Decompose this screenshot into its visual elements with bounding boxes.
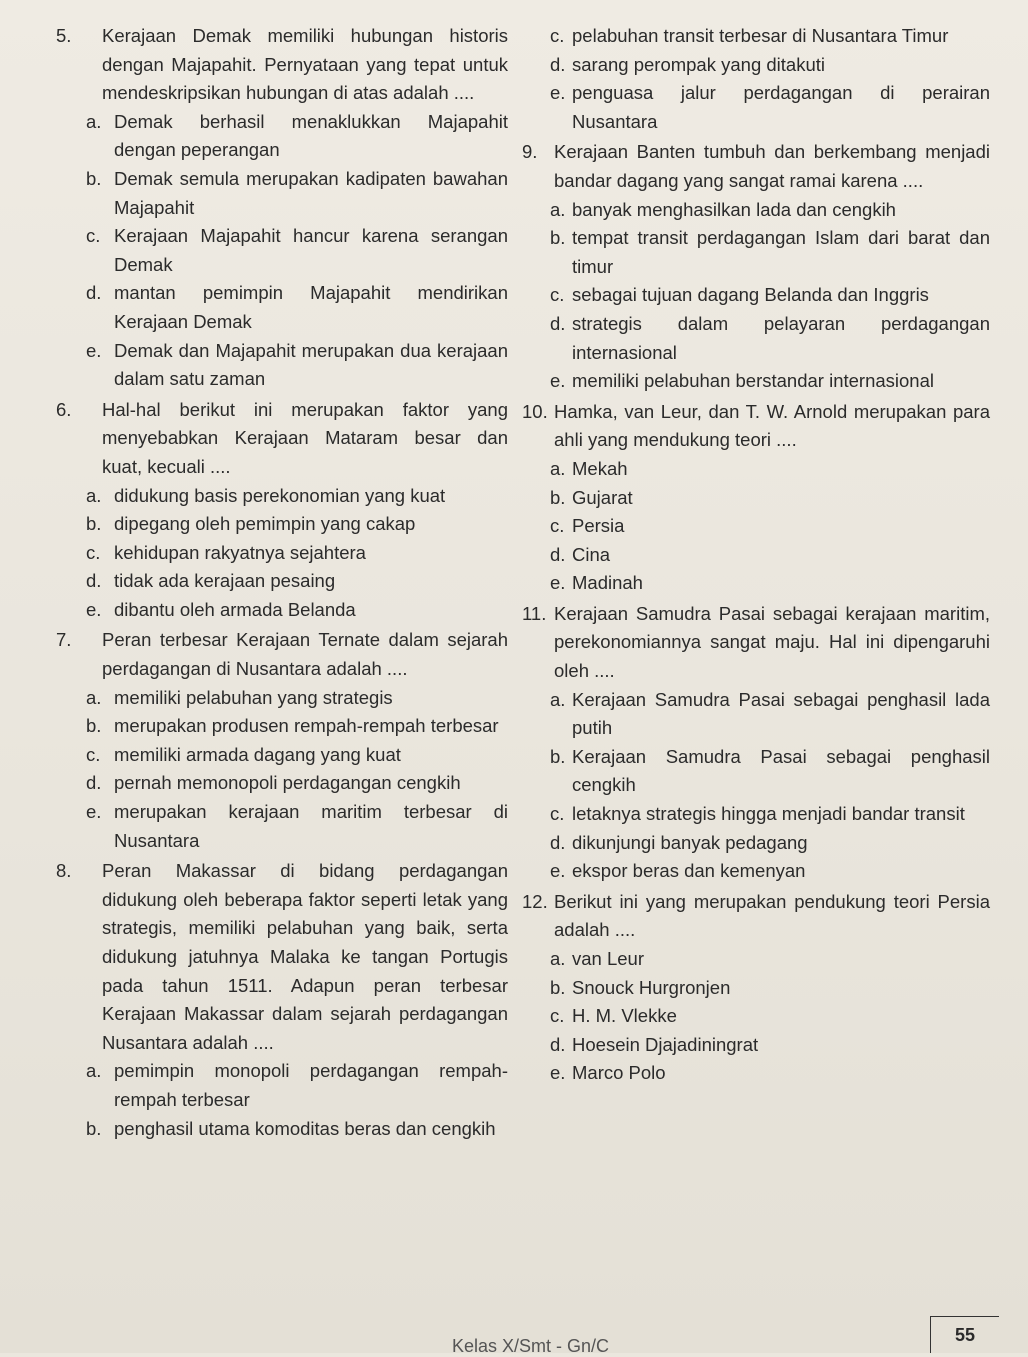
option-label: a. [550,457,566,479]
answer-option [38,108,508,165]
option-label: e. [550,1062,566,1084]
option-text: merupakan produsen rempah-rempah terbesar [114,715,499,737]
question-block [520,888,990,1088]
question-stem [38,22,508,108]
right-column [520,22,990,1088]
answer-option [520,974,990,1003]
option-label: b. [550,227,566,249]
answer-option [38,539,508,568]
question-number: 8. [56,860,72,882]
question-stem [38,626,508,683]
option-text: Hoesein Djajadiningrat [572,1033,759,1055]
option-label: d. [86,570,102,592]
option-text: H. M. Vlekke [572,1005,677,1027]
answer-option [38,222,508,279]
option-text: penguasa jalur perdagangan di perairan Nusantara [572,82,990,132]
question-stem [38,396,508,482]
option-text: Kerajaan Majapahit hancur karena serangan Demak [114,225,508,275]
option-text: memiliki pelabuhan yang strategis [114,686,393,708]
option-label: c. [550,1005,565,1027]
question-text: Hal-hal berikut ini merupakan faktor yang menyebabkan Kerajaan Mataram besar dan kuat, kecuali .... [102,398,508,477]
answer-option [38,510,508,539]
question-text: Berikut ini yang merupakan pendukung teori Persia adalah .... [554,890,990,941]
option-text: didukung basis perekonomian yang kuat [114,484,446,506]
answer-option [520,569,990,598]
question-block [38,857,508,1143]
option-text: Persia [572,515,625,537]
answer-option [520,512,990,541]
option-label: c. [550,284,565,306]
answer-option [38,596,508,625]
option-label: a. [550,948,566,969]
question-number: 9. [522,141,538,163]
question-block [520,22,990,136]
answer-option [520,310,990,367]
option-text: letaknya strategis hingga menjadi bandar transit [572,803,965,825]
question-block [38,22,508,394]
answer-option [520,51,990,80]
footer-class-text: Kelas X/Smt - Gn/C [452,1336,610,1356]
option-label: e. [550,860,566,882]
question-number: 6. [56,398,72,420]
option-text: Snouck Hurgronjen [572,976,731,998]
option-text: dikunjungi banyak pedagang [572,831,808,853]
option-label: b. [86,1117,102,1139]
answer-option [520,541,990,570]
answer-option [520,484,990,513]
option-label: e. [550,572,566,594]
question-text: Peran Makassar di bidang perdagangan didukung oleh beberapa faktor seperti letak yang strategis, memiliki pelabuhan yang baik, serta didukung jatuhnya Malaka ke tangan Portugis pada tahun 1511. Adapun peran terbesar Kerajaan Makassar dalam sejarah perdagangan Nusantara adalah .... [102,860,508,1053]
option-label: e. [86,598,102,620]
answer-option [520,945,990,974]
question-text: Kerajaan Samudra Pasai sebagai kerajaan maritim, perekonomiannya sangat maju. Hal ini dipengaruhi oleh .... [554,602,990,682]
answer-option [38,1057,508,1114]
answer-option [520,800,990,829]
answer-option [38,567,508,596]
answer-option [38,165,508,222]
option-label: b. [86,715,102,737]
answer-option [38,482,508,511]
answer-option [520,79,990,136]
answer-option [520,743,990,800]
option-label: c. [550,515,565,537]
option-label: c. [86,743,101,765]
option-text: tidak ada kerajaan pesaing [114,570,336,592]
question-block [520,398,990,598]
answer-option [520,196,990,225]
answer-option [520,1031,990,1060]
option-label: e. [86,801,102,823]
option-label: d. [550,543,566,565]
question-stem [520,138,990,195]
option-label: a. [550,688,566,710]
option-text: pemimpin monopoli perdagangan rempah-rempah terbesar [114,1060,508,1110]
question-stem [520,888,990,945]
question-text: Peran terbesar Kerajaan Ternate dalam sejarah perdagangan di Nusantara adalah .... [102,629,508,680]
option-text: strategis dalam pelayaran perdagangan internasional [572,312,990,363]
answer-option [38,741,508,770]
option-text: banyak menghasilkan lada dan cengkih [572,198,896,220]
option-text: Madinah [572,572,643,594]
answer-option [38,1115,508,1144]
question-stem [520,398,990,455]
option-text: merupakan kerajaan maritim terbesar di Nusantara [114,801,508,851]
question-block [520,600,990,886]
question-block [38,396,508,625]
option-label: e. [550,82,566,104]
option-label: b. [550,745,566,767]
option-text: pernah memonopoli perdagangan cengkih [114,772,461,794]
question-text: Kerajaan Demak memiliki hubungan historis dengan Majapahit. Pernyataan yang tepat untuk mendeskripsikan hubungan di atas adalah .... [102,25,508,104]
option-text: Gujarat [572,486,633,508]
option-label: e. [86,339,102,361]
option-label: b. [550,976,566,998]
option-text: dibantu oleh armada Belanda [114,598,356,620]
answer-option [38,712,508,741]
option-label: a. [86,484,102,506]
option-text: mantan pemimpin Majapahit mendirikan Kerajaan Demak [114,282,508,332]
option-label: d. [86,772,102,794]
option-text: Cina [572,543,611,565]
answer-option [520,686,990,743]
option-label: a. [86,686,102,708]
question-text: Kerajaan Banten tumbuh dan berkembang menjadi bandar dagang yang sangat ramai karena .... [554,141,990,191]
question-stem [38,857,508,1057]
answer-option [520,829,990,858]
answer-option [38,337,508,394]
option-label: b. [86,167,102,189]
option-text: penghasil utama komoditas beras dan cengkih [114,1117,496,1139]
option-text: memiliki pelabuhan berstandar internasional [572,370,934,392]
option-label: c. [550,803,565,825]
option-text: Demak berhasil menaklukkan Majapahit dengan peperangan [114,110,508,161]
option-text: memiliki armada dagang yang kuat [114,743,401,765]
option-label: d. [550,312,566,334]
question-number: 11. [522,602,547,624]
answer-option [520,367,990,396]
option-label: b. [86,513,102,535]
question-number: 5. [56,25,72,46]
option-label: a. [86,1060,102,1082]
option-label: d. [550,53,566,75]
question-stem [520,600,990,686]
option-text: kehidupan rakyatnya sejahtera [114,541,366,563]
answer-option [520,224,990,281]
answer-option [520,1059,990,1088]
option-text: Demak semula merupakan kadipaten bawahan Majapahit [114,167,508,218]
answer-option [520,22,990,51]
option-label: a. [86,110,102,132]
option-label: c. [86,225,101,247]
option-text: Marco Polo [572,1062,666,1084]
option-text: sebagai tujuan dagang Belanda dan Inggris [572,284,929,306]
option-text: ekspor beras dan kemenyan [572,860,806,882]
option-text: pelabuhan transit terbesar di Nusantara Timur [572,25,949,46]
option-label: c. [550,25,565,46]
option-label: b. [550,486,566,508]
answer-option [520,857,990,886]
option-label: d. [550,1033,566,1055]
option-text: Mekah [572,457,628,479]
option-text: Demak dan Majapahit merupakan dua kerajaan dalam satu zaman [114,339,508,390]
option-text: tempat transit perdagangan Islam dari barat dan timur [572,227,990,277]
left-column [38,22,508,1143]
question-text: Hamka, van Leur, dan T. W. Arnold merupakan para ahli yang mendukung teori .... [554,400,990,451]
option-label: c. [86,541,101,563]
option-text: dipegang oleh pemimpin yang cakap [114,513,416,535]
option-label: e. [550,370,566,392]
option-label: d. [550,831,566,853]
answer-option [520,455,990,484]
option-text: Kerajaan Samudra Pasai sebagai penghasil cengkih [572,745,990,796]
answer-option [38,798,508,855]
option-text: sarang perompak yang ditakuti [572,53,825,75]
question-block [520,138,990,395]
question-number: 7. [56,629,72,651]
question-block [38,626,508,855]
option-text: van Leur [572,948,644,969]
option-text: Kerajaan Samudra Pasai sebagai penghasil lada putih [572,688,990,739]
question-number: 12. [522,890,548,912]
question-number: 10. [522,400,548,422]
answer-option [38,769,508,798]
option-label: a. [550,198,566,220]
option-label: d. [86,282,102,304]
answer-option [38,279,508,336]
answer-option [520,1002,990,1031]
answer-option [38,684,508,713]
answer-option [520,281,990,310]
page-number: 55 [930,1316,999,1353]
